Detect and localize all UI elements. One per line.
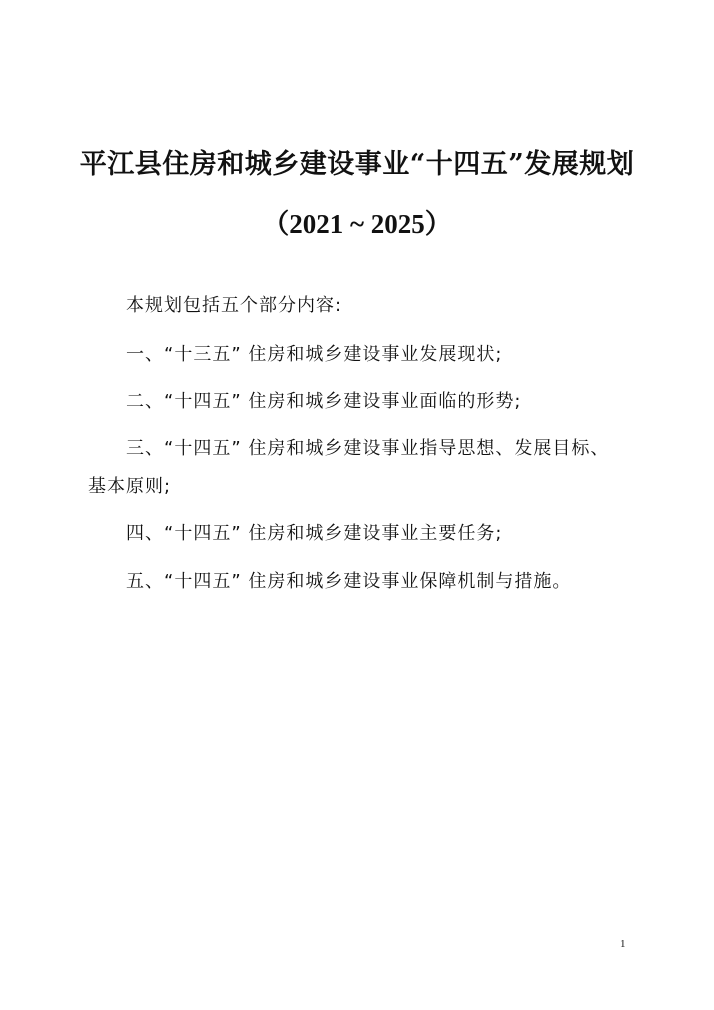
document-title: 平江县住房和城乡建设事业“十四五”发展规划 (79, 149, 635, 180)
section-item-2: 二、“十四五” 住房和城乡建设事业面临的形势; (126, 391, 522, 412)
section-item-1: 一、“十三五” 住房和城乡建设事业发展现状; (126, 344, 503, 365)
section-item-3-line-2: 基本原则; (88, 476, 172, 497)
section-item-4: 四、“十四五” 住房和城乡建设事业主要任务; (126, 523, 503, 544)
page-number: 1 (620, 938, 626, 950)
intro-paragraph: 本规划包括五个部分内容: (126, 295, 343, 316)
section-item-5: 五、“十四五” 住房和城乡建设事业保障机制与措施。 (126, 571, 572, 592)
document-subtitle: （2021 ~ 2025） (262, 209, 452, 239)
section-item-3-line-1: 三、“十四五” 住房和城乡建设事业指导思想、发展目标、 (126, 438, 610, 459)
